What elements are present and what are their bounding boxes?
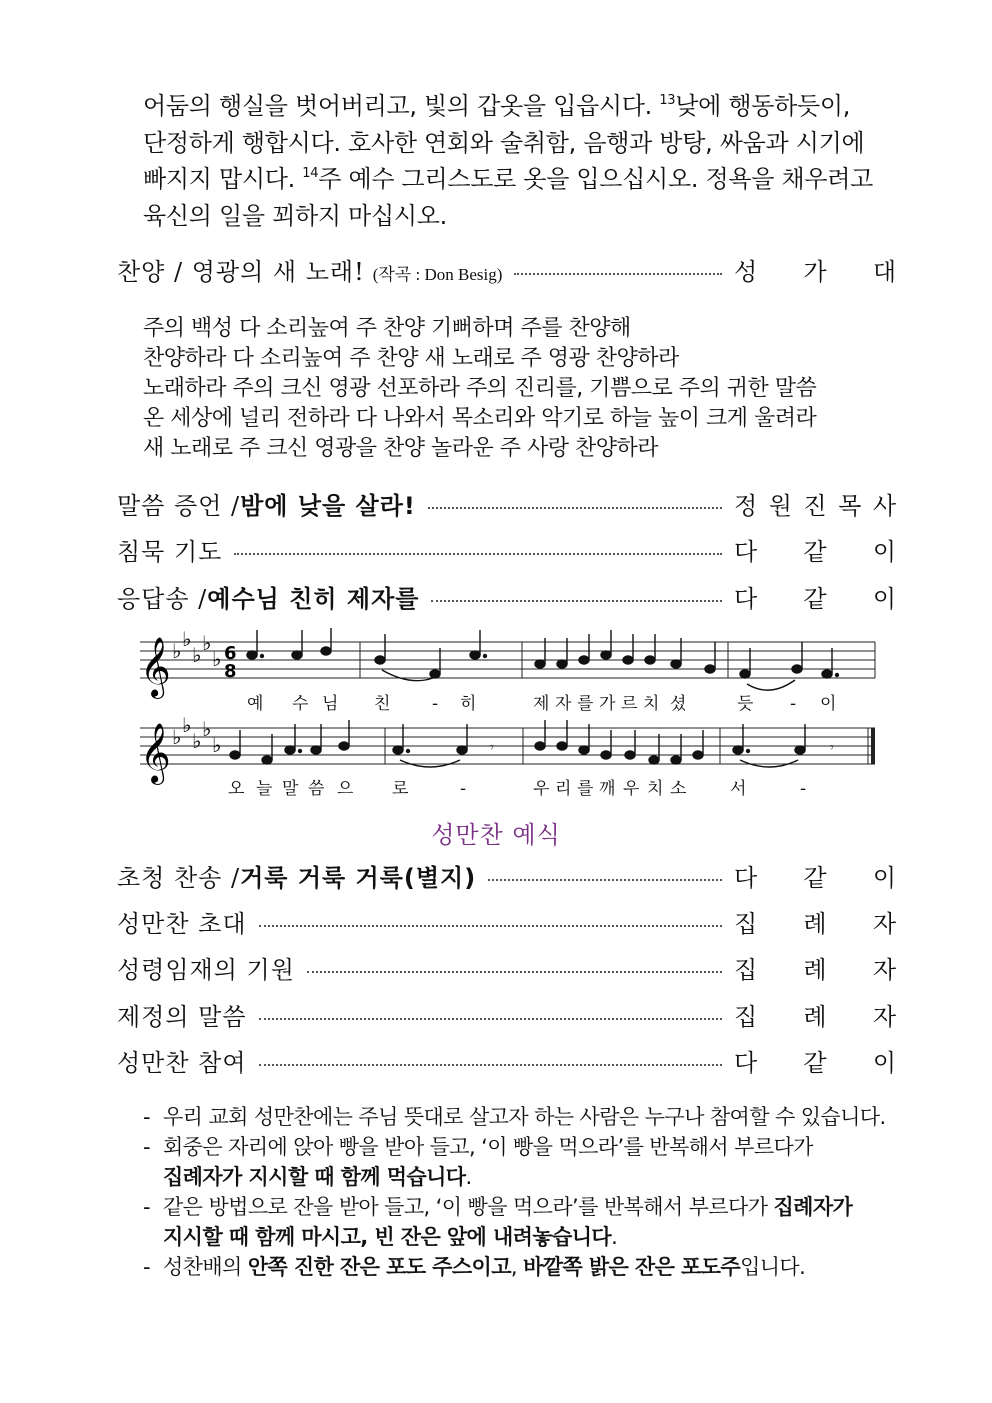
sermon-row: 말씀 증언 / 밤에 낮을 살라! 정 원 진 목 사 — [117, 486, 896, 520]
svg-text:오: 오 — [228, 779, 245, 799]
communion-invitation-row: 성만찬 초대 집 례 자 — [117, 910, 896, 938]
leader-dots — [514, 273, 722, 275]
svg-text:♭: ♭ — [202, 631, 212, 655]
svg-text:♭: ♭ — [182, 627, 192, 651]
words-of-institution-row: 제정의 말씀 집 례 자 — [117, 1003, 896, 1031]
anthem-performer: 성 가 대 — [734, 258, 896, 286]
svg-text:예: 예 — [247, 694, 264, 714]
leader-dots — [259, 1064, 722, 1066]
invitation-hymn-row: 초청 찬송 / 거룩 거룩 거룩(별지) 다 같 이 — [117, 858, 896, 892]
note-item: - 우리 교회 성만찬에는 주님 뜻대로 살고자 하는 사람은 누구나 참여할 수 있습니다. — [143, 1105, 886, 1129]
svg-text:깨: 깨 — [599, 779, 616, 799]
staff-line-2 — [140, 728, 875, 764]
sermon-preacher: 정 원 진 목 사 — [734, 492, 896, 520]
svg-text:𝄾: 𝄾 — [490, 740, 494, 756]
lyrics-line-1 — [247, 693, 836, 714]
anthem-lyrics — [143, 314, 883, 464]
hymn-title: 거룩 거룩 거룩(별지) — [240, 864, 477, 892]
scripture-line: 어둠의 행실을 벗어버리고, 빛의 갑옷을 입읍시다. $^{13}$낮에 행동하듯이, — [143, 92, 851, 120]
svg-text:말: 말 — [282, 779, 299, 799]
svg-text:-: - — [800, 779, 807, 799]
time-signature-bottom: 8 — [224, 661, 237, 682]
communion-participation-row: 성만찬 참여 다 같 이 — [117, 1049, 896, 1077]
scripture-line: 단정하게 행합시다. 호사한 연회와 술취함, 음행과 방탕, 싸움과 시기에 — [143, 128, 865, 157]
anthem-composer: (작곡 : Don Besig) — [372, 265, 503, 284]
response-title: 예수님 친히 제자를 — [207, 585, 420, 613]
silent-prayer-row: 침묵 기도 다 같 이 — [117, 532, 896, 566]
svg-text:자: 자 — [555, 694, 572, 714]
svg-text:♭: ♭ — [192, 729, 202, 753]
scripture-line: 육신의 일을 꾀하지 마십시오. — [143, 201, 447, 230]
leader-dots — [488, 879, 722, 881]
svg-text:♭: ♭ — [182, 713, 192, 737]
lyric-line: 찬양하라 다 소리높여 주 찬양 새 노래로 주 영광 찬양하라 — [143, 346, 679, 371]
lyrics-line-2 — [228, 778, 806, 799]
svg-text:제: 제 — [533, 694, 550, 714]
response-row: 응답송 / 예수님 친히 제자를 다 같 이 — [117, 579, 896, 613]
svg-text:리: 리 — [555, 779, 572, 799]
treble-clef-icon: 𝄞 — [140, 723, 171, 783]
notes-line-2 — [230, 720, 834, 767]
lyric-line: 새 노래로 주 크신 영광을 찬양 놀라운 주 사랑 찬양하라 — [143, 436, 658, 461]
note-item: - 성찬배의 안쪽 진한 잔은 포도 주스이고, 바깥쪽 밝은 잔은 포도주입니다. — [143, 1255, 806, 1279]
svg-text:를: 를 — [577, 779, 594, 799]
music-score — [130, 624, 880, 804]
svg-text:서: 서 — [730, 779, 747, 799]
communion-notes — [143, 1102, 886, 1282]
svg-text:-: - — [790, 694, 797, 714]
svg-text:가: 가 — [599, 694, 616, 714]
silent-prayer-who: 다 같 이 — [734, 538, 896, 566]
svg-text:치: 치 — [647, 779, 664, 799]
svg-text:우: 우 — [623, 779, 640, 799]
leader-dots — [234, 553, 722, 555]
svg-text:님: 님 — [322, 694, 339, 714]
svg-text:♭: ♭ — [212, 733, 222, 757]
leader-dots — [259, 925, 722, 927]
svg-text:르: 르 — [621, 694, 638, 714]
svg-text:수: 수 — [292, 694, 309, 714]
response-who: 다 같 이 — [734, 585, 896, 613]
scripture-passage — [143, 88, 883, 234]
svg-text:우: 우 — [533, 779, 550, 799]
leader-dots — [428, 507, 722, 509]
svg-text:치: 치 — [643, 694, 660, 714]
verse-number: 13 — [659, 93, 676, 108]
svg-text:로: 로 — [392, 779, 409, 799]
lyric-line: 주의 백성 다 소리높여 주 찬양 기뻐하며 주를 찬양해 — [143, 316, 631, 341]
svg-text:늘: 늘 — [256, 779, 273, 799]
lyric-line: 온 세상에 널리 전하라 다 나와서 목소리와 악기로 하늘 높이 크게 울려라 — [143, 406, 817, 431]
svg-text:소: 소 — [670, 779, 687, 799]
svg-text:♭: ♭ — [172, 639, 182, 663]
svg-text:듯: 듯 — [737, 694, 754, 714]
anthem-label: 찬양 / 영광의 새 노래! — [117, 258, 365, 286]
notes-line-1 — [247, 628, 839, 690]
note-item: - 같은 방법으로 잔을 받아 들고, ‘이 빵을 먹으라’를 반복해서 부르다가 집례자가 지시할 때 함께 마시고, 빈 잔은 앞에 내려놓습니다. — [143, 1195, 853, 1249]
note-item: - 회중은 자리에 앉아 빵을 받아 들고, ‘이 빵을 먹으라’를 반복해서 부르다가 집례자가 지시할 때 함께 먹습니다. — [143, 1135, 813, 1189]
svg-text:으: 으 — [337, 779, 354, 799]
lyric-line: 노래하라 주의 크신 영광 선포하라 주의 진리를, 기쁨으로 주의 귀한 말씀 — [143, 376, 817, 401]
svg-text:히: 히 — [460, 694, 477, 714]
svg-text:셨: 셨 — [670, 694, 687, 714]
svg-text:친: 친 — [374, 694, 391, 714]
svg-text:이: 이 — [820, 694, 837, 714]
anthem-row — [117, 252, 896, 286]
svg-text:♭: ♭ — [212, 647, 222, 671]
svg-text:♭: ♭ — [202, 717, 212, 741]
leader-dots — [431, 600, 722, 602]
epiclesis-row: 성령임재의 기원 집 례 자 — [117, 956, 896, 984]
svg-text:♭: ♭ — [172, 725, 182, 749]
svg-text:-: - — [460, 779, 467, 799]
leader-dots — [307, 971, 722, 973]
key-signature-flats — [172, 627, 221, 671]
svg-text:를: 를 — [577, 694, 594, 714]
verse-number: 14 — [302, 166, 319, 181]
treble-clef-icon: 𝄞 — [140, 637, 171, 697]
scripture-line: 빠지지 맙시다. $^{14}$주 예수 그리스도로 옷을 입으십시오. 정욕을 채우려고 — [143, 165, 873, 193]
leader-dots — [259, 1018, 722, 1020]
svg-text:𝄾: 𝄾 — [830, 740, 834, 756]
key-signature-flats — [172, 713, 221, 757]
svg-text:♭: ♭ — [192, 643, 202, 667]
sermon-title: 밤에 낮을 살라! — [240, 492, 416, 520]
communion-section-title: 성만찬 예식 — [431, 821, 561, 849]
svg-text:씀: 씀 — [308, 779, 325, 799]
svg-text:-: - — [432, 694, 439, 714]
staff-line-1 — [140, 642, 875, 678]
time-signature-top: 6 — [224, 643, 237, 664]
